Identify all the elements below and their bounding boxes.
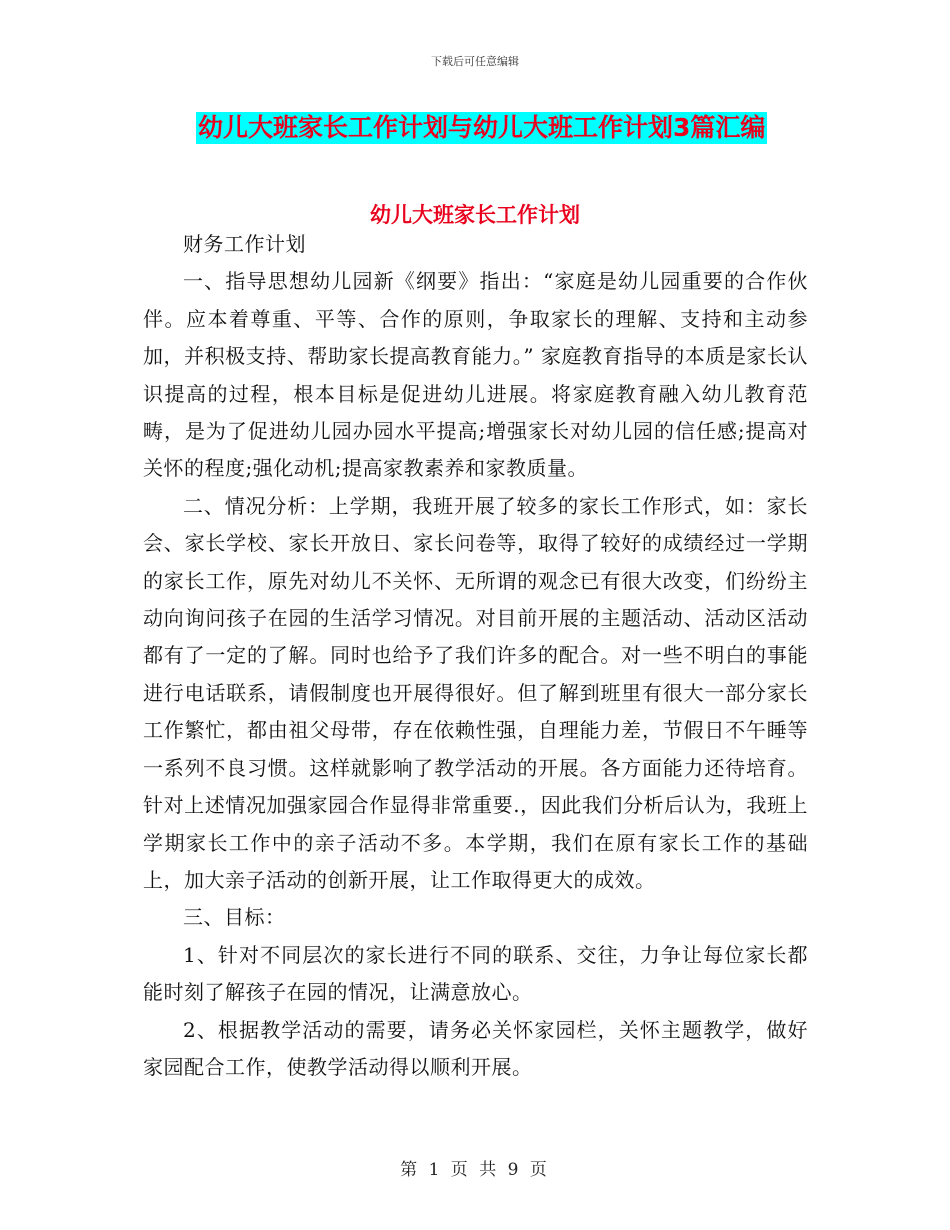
document-title-wrap: [196, 112, 802, 144]
body-text: [143, 226, 808, 1086]
page-footer: 第 1 页 共 9 页: [400, 1160, 550, 1180]
document-title: 幼儿大班家长工作计划与幼儿大班工作计划3篇汇编: [198, 113, 766, 142]
paragraph: 财务工作计划: [183, 232, 306, 256]
section-title: 幼儿大班家长工作计划: [370, 203, 580, 227]
paragraph: 三、目标：: [183, 905, 286, 930]
paragraph: 2、根据教学活动的需要，请务必关怀家园栏，关怀主题教学，做好家园配合工作，使教学活动得以顺利开展。: [143, 1017, 808, 1079]
header-note: 下载后可任意编辑: [431, 55, 519, 68]
paragraph: 一、指导思想幼儿园新《纲要》指出：“家庭是幼儿园重要的合作伙伴。应本着尊重、平等、合作的原则，争取家长的理解、支持和主动参加，并积极支持、帮助家长提高教育能力。” 家庭教育指导的本质是家长认识提高的过程，根本目标是促进幼儿进展。将家庭教育融入幼儿教育范畴，是为了促进幼儿园办园水平提高;增强家长对幼儿园的信任感;提高对关怀的程度;强化动机;提高家教素养和家教质量。: [143, 269, 808, 481]
paragraph: 二、情况分析：上学期，我班开展了较多的家长工作形式，如：家长会、家长学校、家长开放日、家长问卷等，取得了较好的成绩经过一学期的家长工作，原先对幼儿不关怀、无所谓的观念已有很大改变，们纷纷主动向询问孩子在园的生活学习情况。对目前开展的主题活动、活动区活动都有了一定的了解。同时也给予了我们许多的配合。对一些不明白的事能进行电话联系，请假制度也开展得很好。但了解到班里有很大一部分家长工作繁忙，都由祖父母带，存在依赖性强，自理能力差，节假日不午睡等一系列不良习惯。这样就影响了教学活动的开展。各方面能力还待培育。针对上述情况加强家园合作显得非常重要.，因此我们分析后认为，我班上学期家长工作中的亲子活动不多。本学期，我们在原有家长工作的基础上，加大亲子活动的创新开展，让工作取得更大的成效。: [143, 493, 808, 892]
paragraph: 1、针对不同层次的家长进行不同的联系、交往，力争让每位家长都能时刻了解孩子在园的情况，让满意放心。: [143, 942, 808, 1005]
